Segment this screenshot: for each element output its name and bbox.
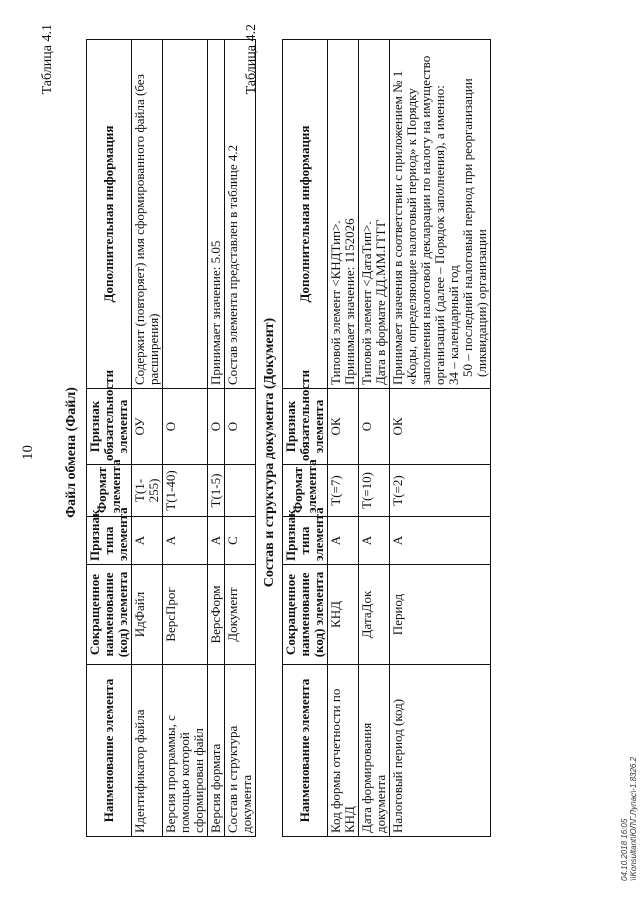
col-header-required: Признак обязательности элемента (87, 389, 132, 465)
info-line: 34 – календарный год (446, 265, 461, 385)
cell-code: ИдФайл (132, 565, 163, 665)
cell-name: Код формы отчетности по КНД (328, 665, 359, 837)
col-header-name: Наименование элемента (283, 665, 328, 837)
cell-format: Т(=7) (328, 465, 359, 517)
table-row (390, 40, 491, 837)
cell-code: ВерсФорм (208, 565, 225, 665)
cell-format (225, 465, 256, 517)
table-row (132, 40, 163, 837)
file-footer (620, 757, 638, 881)
cell-type: А (328, 517, 359, 565)
table-row (163, 40, 208, 837)
cell-format: Т(1-5) (208, 465, 225, 517)
info-line: 50 – последний налоговый период при реорганизации (ликвидации) организации (460, 78, 489, 377)
col-header-code: Сокращенное наименование (код) элемента (87, 565, 132, 665)
footer-path: \\Konsultant\ЮЛ\Г.Лупас\-1.8326.2 (629, 756, 638, 881)
cell-info: Состав элемента представлен в таблице 4.2 (225, 40, 256, 389)
table-row (359, 40, 390, 837)
cell-info: Содержит (повторяет) имя сформированного файла (без расширения) (132, 40, 163, 389)
cell-format: Т(=2) (390, 465, 491, 517)
col-header-info: Дополнительная информация (283, 40, 328, 389)
cell-required: ОК (328, 389, 359, 465)
table-4-1-label: Таблица 4.1 (40, 24, 55, 95)
cell-name: Версия программы, с помощью которой сформирован файл (163, 665, 208, 837)
col-header-format: Формат элемента (87, 465, 132, 517)
cell-required: О (359, 389, 390, 465)
col-header-code: Сокращенное наименование (код) элемента (283, 565, 328, 665)
cell-name: Дата формирования документа (359, 665, 390, 837)
cell-type: А (390, 517, 491, 565)
cell-required: О (225, 389, 256, 465)
col-header-info: Дополнительная информация (87, 40, 132, 389)
cell-info (328, 40, 359, 389)
cell-type: С (225, 517, 256, 565)
table-row (328, 40, 359, 837)
col-header-type: Признак типа элемента (87, 517, 132, 565)
table-4-1-title: Файл обмена (Файл) (64, 387, 79, 518)
info-line: Типовой элемент <КНДТип>. (328, 220, 343, 385)
info-line: Принимает значение: 1152026 (342, 218, 357, 385)
cell-code: КНД (328, 565, 359, 665)
cell-required: О (208, 389, 225, 465)
table-4-2-label: Таблица 4.2 (244, 24, 259, 95)
footer-timestamp: 04.10.2018 16:05 (620, 818, 629, 881)
cell-code: Документ (225, 565, 256, 665)
table-4-2-title: Состав и структура документа (Документ) (262, 317, 277, 588)
cell-type: А (208, 517, 225, 565)
cell-required: О (163, 389, 208, 465)
table-row (208, 40, 225, 837)
file-exchange-table (86, 39, 256, 837)
document-structure-table (282, 39, 491, 837)
cell-info (390, 40, 491, 389)
cell-code: Период (390, 565, 491, 665)
cell-info (163, 40, 208, 389)
info-line: Принимает значения в соответствии с приложением № 1 «Коды, определяющие налоговый период» к Порядку заполнения налоговой декларации по налогу на имущество организаций (далее – Порядок заполнения), а именно: (390, 55, 447, 385)
cell-format: Т(1-40) (163, 465, 208, 517)
cell-name: Идентификатор файла (132, 665, 163, 837)
cell-type: А (163, 517, 208, 565)
cell-format: Т(=10) (359, 465, 390, 517)
cell-type: А (359, 517, 390, 565)
col-header-required: Признак обязательности элемента (283, 389, 328, 465)
table-header-row (283, 40, 328, 837)
cell-name: Версия формата (208, 665, 225, 837)
col-header-name: Наименование элемента (87, 665, 132, 837)
cell-required: ОУ (132, 389, 163, 465)
cell-type: А (132, 517, 163, 565)
col-header-type: Признак типа элемента (283, 517, 328, 565)
info-line: Типовой элемент <ДатаТип>. (359, 221, 374, 385)
cell-format: Т(1-255) (132, 465, 163, 517)
cell-code: ДатаДок (359, 565, 390, 665)
info-line: Дата в формате ДД.ММ.ГГГГ (373, 219, 388, 385)
table-row (225, 40, 256, 837)
cell-name: Налоговый период (код) (390, 665, 491, 837)
table-header-row (87, 40, 132, 837)
cell-info (359, 40, 390, 389)
cell-name: Состав и структура документа (225, 665, 256, 837)
cell-required: ОК (390, 389, 491, 465)
cell-info: Принимает значение: 5.05 (208, 40, 225, 389)
cell-code: ВерсПрог (163, 565, 208, 665)
col-header-format: Формат элемента (283, 465, 328, 517)
page-number: 10 (20, 445, 36, 460)
